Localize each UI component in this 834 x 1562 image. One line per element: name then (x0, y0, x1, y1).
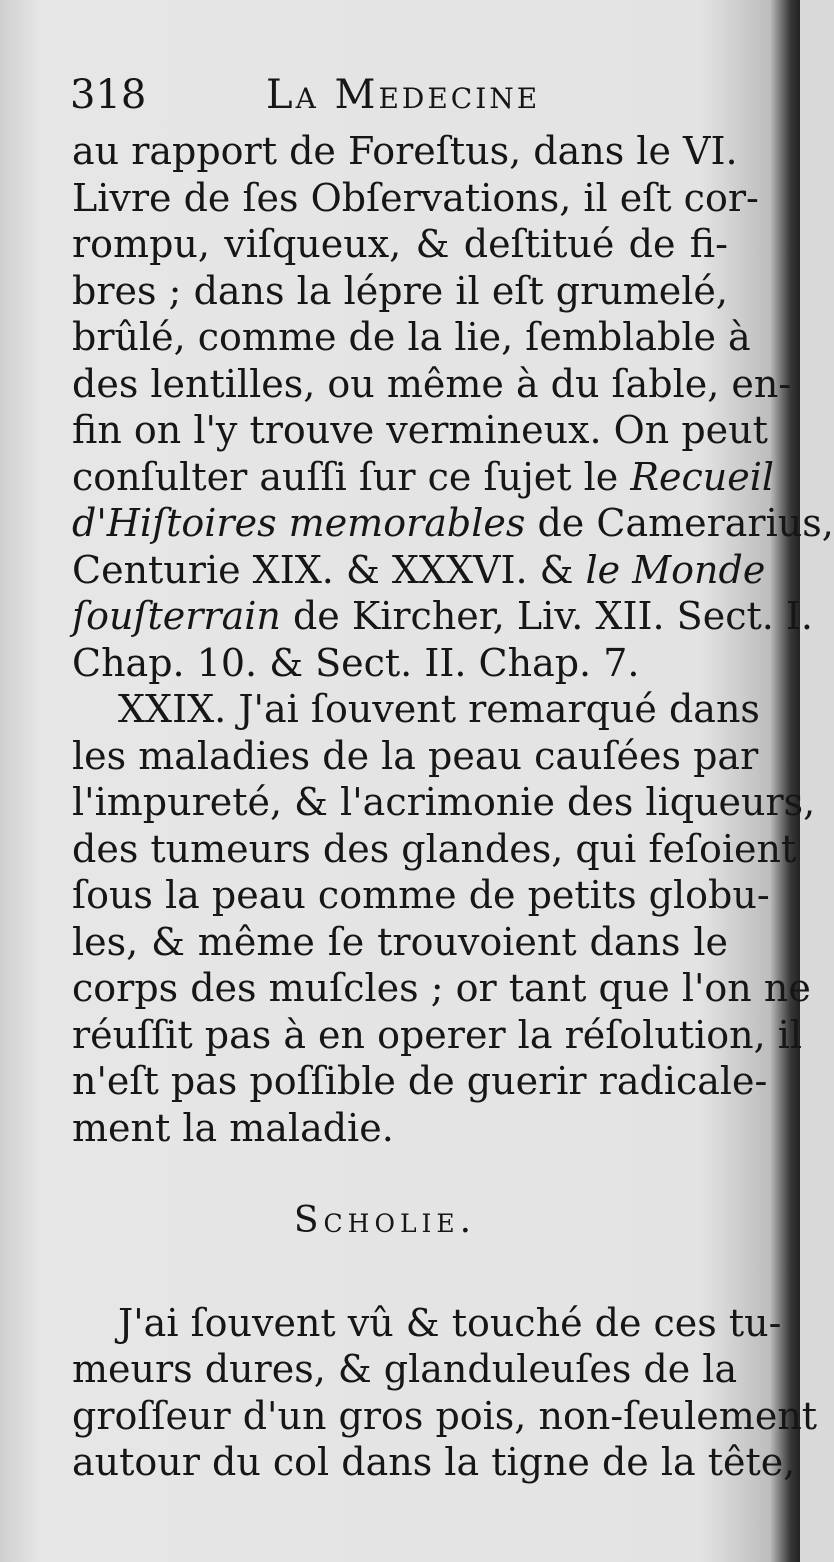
text-line (72, 547, 766, 593)
line-text: Centurie XIX. & XXXVI. & (72, 548, 586, 592)
text-line: des tumeurs des glandes, qui feſoient (72, 827, 797, 871)
text-line: XXIX. J'ai ſouvent remarqué dans (118, 687, 760, 731)
text-line: groſſeur d'un gros pois, non-ſeulement (72, 1394, 818, 1438)
text-line (72, 454, 774, 500)
running-title: La Medecine (266, 72, 541, 118)
text-line: réuſſit pas à en operer la réſolution, il (72, 1013, 803, 1057)
line-text: conſulter auſſi ſur ce ſujet le (72, 455, 631, 499)
text-line: Chap. 10. & Sect. II. Chap. 7. (72, 641, 640, 685)
text-line: ſous la peau comme de petits globu- (72, 873, 770, 917)
text-line: n'eſt pas poſſible de guerir radicale- (72, 1059, 768, 1103)
text-line: fin on l'y trouve vermineux. On peut (72, 408, 768, 452)
text-line: J'ai ſouvent vû & touché de ces tu- (118, 1301, 782, 1345)
text-line (72, 593, 813, 639)
text-line: bres ; dans la lépre il eſt grumelé, (72, 269, 728, 313)
text-line: autour du col dans la tigne de la tête, (72, 1440, 796, 1484)
text-line: l'impureté, & l'acrimonie des liqueurs, (72, 780, 816, 824)
text-line (72, 500, 834, 546)
text-line: meurs dures, & glanduleuſes de la (72, 1347, 738, 1391)
book-title-italic: le Monde (585, 548, 766, 592)
line-text: de Camerarius, (525, 501, 834, 545)
text-line: des lentilles, ou même à du ſable, en- (72, 362, 792, 406)
section-heading: Scholie. (293, 1200, 477, 1241)
page-number: 318 (70, 72, 147, 118)
book-title-italic: d'Hiſtoires memorables (72, 501, 526, 545)
line-text: de Kircher, Liv. XII. Sect. I. (280, 594, 813, 638)
text-line: les maladies de la peau cauſées par (72, 734, 759, 778)
text-line: rompu, viſqueux, & deſtitué de fi- (72, 222, 728, 266)
text-line: au rapport de Foreſtus, dans le VI. (72, 129, 738, 173)
text-line: ment la maladie. (72, 1106, 394, 1150)
page-header (70, 70, 720, 120)
text-line: corps des muſcles ; or tant que l'on ne (72, 966, 811, 1010)
book-title-italic: Recueil (630, 455, 774, 499)
book-title-italic: ſouſterrain (72, 594, 281, 638)
text-line: les, & même ſe trouvoient dans le (72, 920, 728, 964)
text-line: brûlé, comme de la lie, ſemblable à (72, 315, 751, 359)
text-line: Livre de ſes Obſervations, il eſt cor- (72, 176, 759, 220)
